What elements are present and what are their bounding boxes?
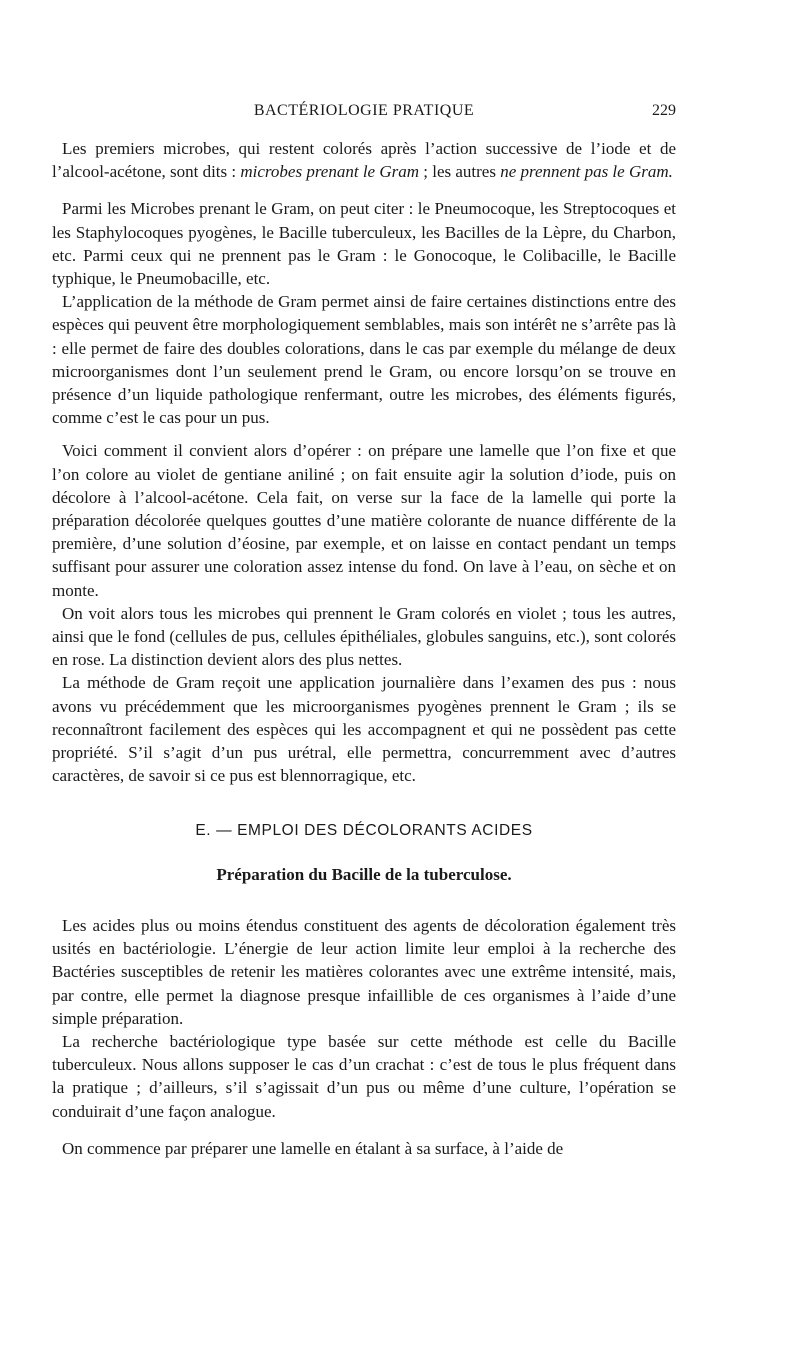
paragraph-4: Voici comment il convient alors d’opérer : on prépare une lamelle que l’on fixe et que l’on colore au violet de gentiane aniliné ; on fait ensuite agir la solution d’iode, puis on décolore à l’alcool-acétone. Cela fait, on verse sur la face de la lamelle qui porte la préparation décolorée quelques gouttes d’une matière colorante de nuance différente de la première, d’une solution d’éosine, par exemple, et on laisse en contact pendant un temps suffisant pour assurer une coloration assez intense du fond. On lave à l’eau, on sèche et on monte.	[52, 441, 676, 600]
italic-term-prenant: microbes prenant le Gram	[240, 162, 420, 182]
paragraph-8: La recherche bactériologique type basée sur cette méthode est celle du Bacille tuberculeux. Nous allons supposer le cas d’un crachat : c’est de tous le plus fréquent dans la pratique ; d’ailleurs, s’il s’agissait d’un pus ou même d’une culture, l’opération se conduirait d’une façon analogue.	[52, 1031, 676, 1121]
page-number: 229	[652, 102, 676, 119]
paragraph-3: L’application de la méthode de Gram permet ainsi de faire certaines distinctions entre des espèces qui peuvent être morphologiquement semblables, mais son intérêt ne s’arrête pas là : elle permet de faire des doubles colorations, dans le cas par exemple du mélange de deux microorganismes dont l’un seulement prend le Gram, ou encore lorsqu’on se trouve en présence d’un liquide pathologique renfermant, outre les microbes, des éléments figurés, comme c’est le cas pour un pus.	[52, 292, 676, 428]
paragraph-9: On commence par préparer une lamelle en étalant à sa surface, à l’aide de	[62, 1138, 564, 1158]
italic-term-ne-prennent: ne prennent pas le Gram.	[500, 162, 673, 182]
sub-heading: Préparation du Bacille de la tuberculose.	[216, 864, 512, 884]
page-header	[52, 102, 676, 126]
paragraph-1	[52, 137, 676, 183]
paragraph-6: La méthode de Gram reçoit une application journalière dans l’examen des pus : nous avons vu précédemment que les microorganismes pyogènes prennent le Gram ; ils se reconnaîtront facilement des espèces qui les accompagnent et qui ne possèdent pas cette propriété. S’il s’agit d’un pus urétral, elle permettra, concurremment avec d’autres caractères, de savoir si ce pus est blennorragique, etc.	[52, 673, 676, 786]
running-title: BACTÉRIOLOGIE PRATIQUE	[253, 102, 475, 119]
section-heading: E. — EMPLOI DES DÉCOLORANTS ACIDES	[195, 822, 533, 840]
paragraph-2: Parmi les Microbes prenant le Gram, on peut citer : le Pneumocoque, les Streptocoques et les Staphylocoques pyogènes, le Bacille tuberculeux, les Bacilles de la Lèpre, du Charbon, etc. Parmi ceux qui ne prennent pas le Gram : le Gonocoque, le Colibacille, le Bacille typhique, le Pneumobacille, etc.	[52, 199, 676, 289]
paragraph-1-mid: ; les autres	[419, 162, 501, 182]
page-body	[52, 137, 676, 1160]
paragraph-5: On voit alors tous les microbes qui prennent le Gram colorés en violet ; tous les autres, ainsi que le fond (cellules de pus, cellules épithéliales, globules sanguins, etc.), sont colorés en rose. La distinction devient alors des plus nettes.	[52, 603, 676, 670]
paragraph-7: Les acides plus ou moins étendus constituent des agents de décoloration également très usités en bactériologie. L’énergie de leur action limite leur emploi à la recherche des Bactéries susceptibles de retenir les matières colorantes avec une extrême intensité, mais, par contre, elle permet la diagnose presque infaillible de ces organismes à l’aide d’une simple préparation.	[52, 915, 676, 1028]
paragraph-1-text: Les premiers microbes, qui restent colorés après l’action successive de l’iode et de l’alcool-acétone, sont dits :	[52, 139, 676, 182]
